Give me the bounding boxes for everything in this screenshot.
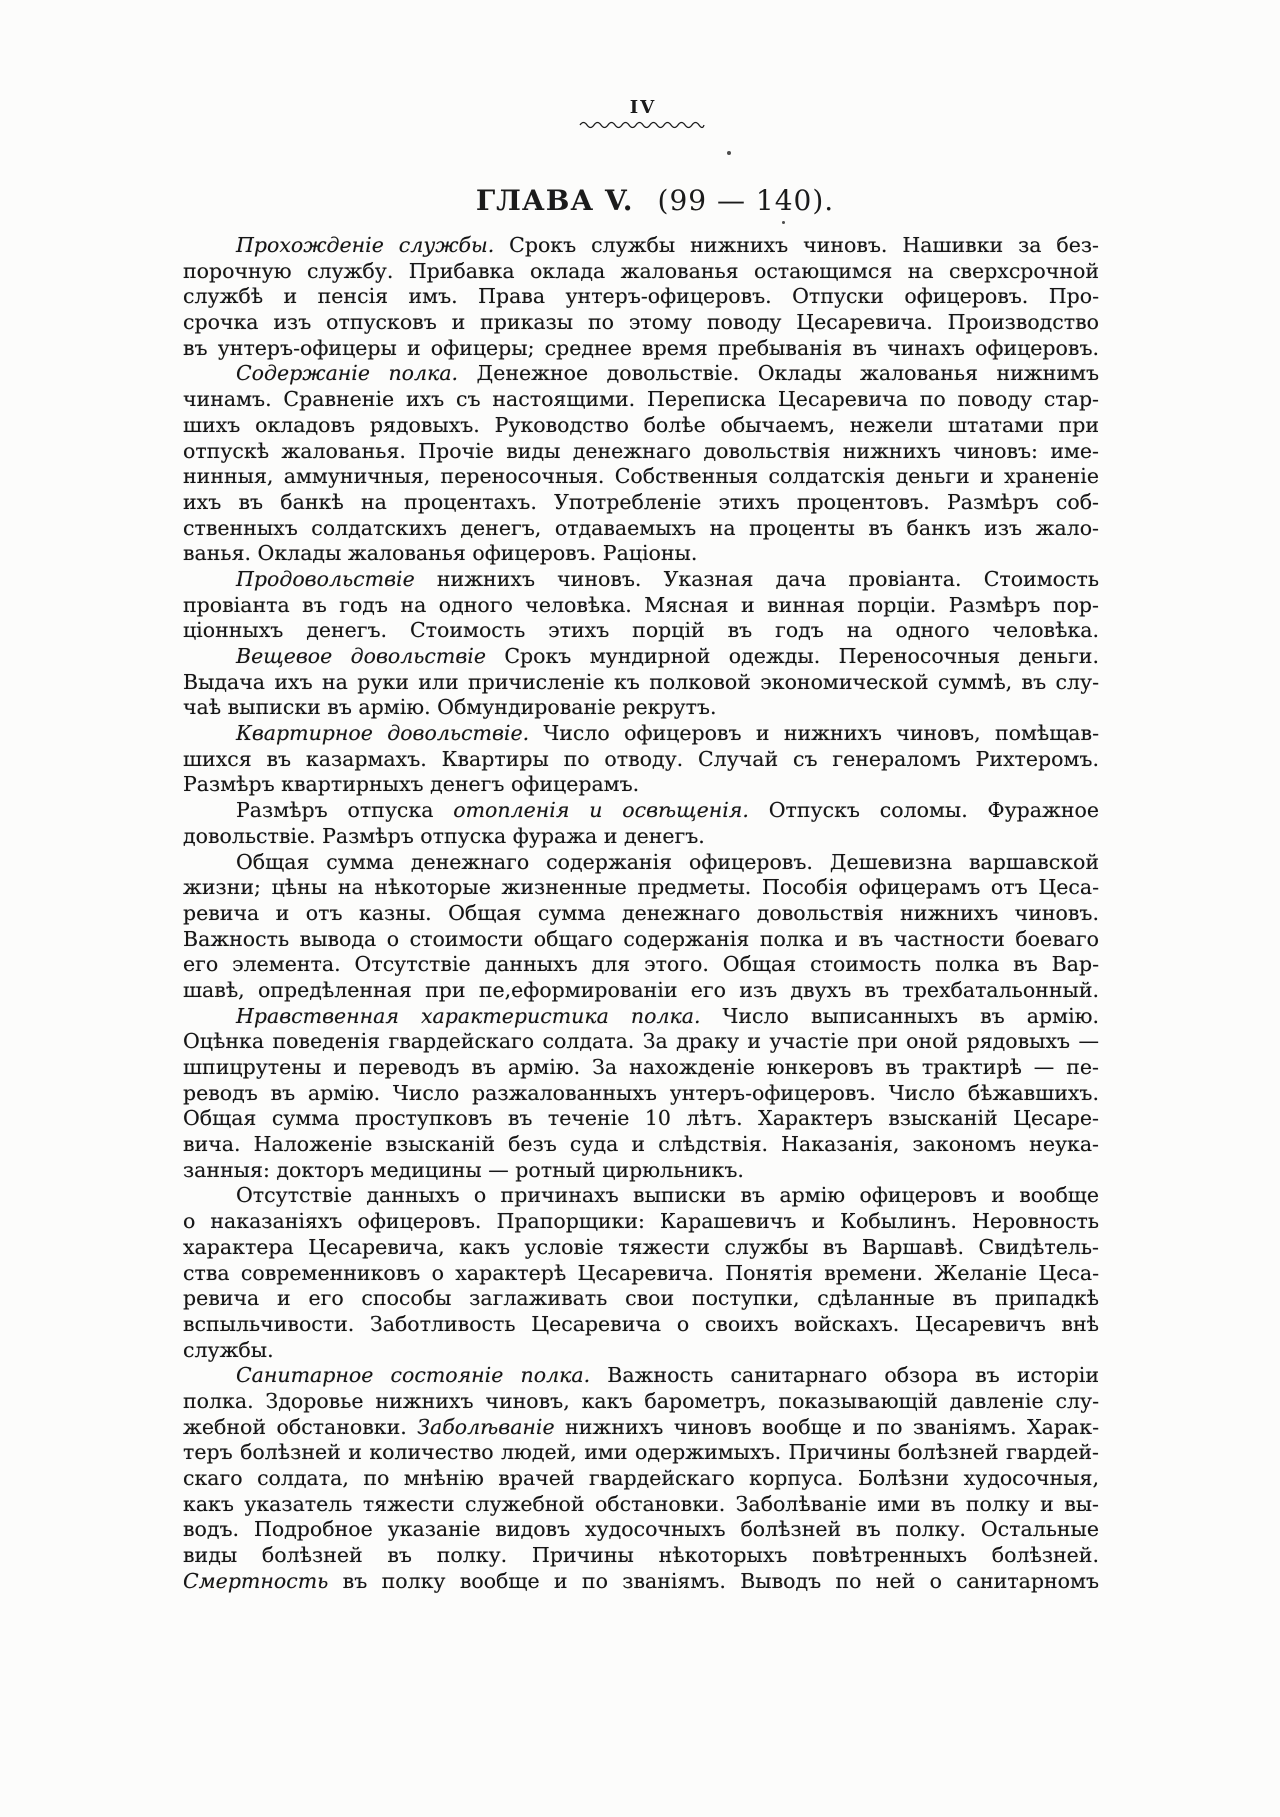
text-segment: Число офицеровъ и нижнихъ чиновъ, помѣщав- (529, 721, 1099, 746)
text-segment: Общая сумма денежнаго содержанія офицеровъ. Дешевизна варшавской (236, 849, 1099, 874)
text-segment: срочка изъ отпусковъ и приказы по этому поводу Цесаревича. Производство (183, 310, 1099, 335)
text-segment: ихъ въ банкѣ на процентахъ. Употребленіе этихъ процентовъ. Размѣръ соб- (183, 489, 1099, 514)
text-segment: чаѣ выписки въ армію. Обмундированіе рекрутъ. (183, 695, 717, 720)
text-segment: вспыльчивости. Заботливость Цесаревича о своихъ войскахъ. Цесаревичъ внѣ (183, 1311, 1099, 1336)
text-line (183, 1004, 1099, 1030)
text-line (183, 772, 1099, 798)
text-line (183, 618, 1099, 644)
text-segment: Размѣръ отпуска (236, 798, 454, 823)
text-segment: Оцѣнка поведенія гвардейскаго солдата. За драку и участіе при оной рядовыхъ — (183, 1029, 1099, 1054)
text-line (183, 284, 1099, 310)
text-segment: шихся въ казармахъ. Квартиры по отводу. Случай съ генераломъ Рихтеромъ. (183, 746, 1099, 771)
text-line (183, 1158, 1099, 1184)
paragraph (183, 798, 1099, 849)
text-line (183, 721, 1099, 747)
text-segment: ственныхъ солдатскихъ денегъ, отдаваемыхъ на проценты въ банкъ изъ жало- (183, 515, 1099, 540)
text-segment: Размѣръ квартирныхъ денегъ офицерамъ. (183, 772, 640, 797)
text-line (183, 1363, 1099, 1389)
paragraph (183, 233, 1099, 361)
text-segment: виды болѣзней въ полку. Причины нѣкоторыхъ повѣтренныхъ болѣзней. (183, 1543, 1099, 1568)
italic-lead-phrase: Продовольствіе (236, 566, 415, 591)
text-line (183, 927, 1099, 953)
text-line (183, 901, 1099, 927)
text-line (183, 413, 1099, 439)
italic-lead-phrase: Заболѣваніе (417, 1414, 555, 1439)
text-line (183, 875, 1099, 901)
text-line (183, 541, 1099, 567)
text-line (183, 336, 1099, 362)
text-segment: Денежное довольствіе. Оклады жалованья нижнимъ (458, 361, 1099, 386)
text-segment: нижнихъ чиновъ вообще и по званіямъ. Харак- (554, 1414, 1099, 1439)
paragraph (183, 567, 1099, 644)
text-segment: реводъ въ армію. Число разжалованныхъ унтеръ-офицеровъ. Число бѣжавшихъ. (183, 1080, 1099, 1105)
text-segment: какъ указатель тяжести служебной обстановки. Заболѣваніе ими въ полку и вы- (183, 1491, 1099, 1516)
text-line (183, 978, 1099, 1004)
text-line (183, 1466, 1099, 1492)
text-line (183, 233, 1099, 259)
text-segment: Важность санитарнаго обзора въ исторіи (590, 1363, 1099, 1388)
text-line (183, 695, 1099, 721)
text-segment: нижнихъ чиновъ. Указная дача провіанта. Стоимость (414, 566, 1099, 591)
text-segment: жебной обстановки. (183, 1414, 418, 1439)
text-segment: Отпускъ соломы. Фуражное (748, 798, 1099, 823)
text-segment: чинамъ. Сравненіе ихъ съ настоящими. Переписка Цесаревича по поводу стар- (183, 387, 1099, 412)
chapter-summary-text (183, 233, 1099, 1594)
text-segment: въ унтеръ-офицеры и офицеры; среднее время пребыванія въ чинахъ офицеровъ. (183, 335, 1099, 360)
text-segment: скаго солдата, по мнѣнію врачей гвардейскаго корпуса. Болѣзни худосочныя, (183, 1466, 1099, 1490)
text-line (183, 439, 1099, 465)
text-line (183, 1286, 1099, 1312)
text-segment: характера Цесаревича, какъ условіе тяжести службы въ Варшавѣ. Свидѣтель- (183, 1234, 1099, 1259)
paragraph (183, 644, 1099, 721)
text-line (183, 1440, 1099, 1466)
text-segment: шавѣ, опредѣленная при пе,еформированіи его изъ двухъ въ трехбатальонный. (183, 977, 1099, 1002)
text-line (183, 1517, 1099, 1543)
text-line (183, 490, 1099, 516)
text-line (183, 387, 1099, 413)
text-line (183, 850, 1099, 876)
text-line (183, 670, 1099, 696)
text-line (183, 464, 1099, 490)
text-line (183, 1235, 1099, 1261)
text-segment: ванья. Оклады жалованья офицеровъ. Раціоны. (183, 541, 698, 566)
text-segment: шпицрутены и переводъ въ армію. За нахожденіе юнкеровъ въ трактирѣ — пе- (183, 1055, 1099, 1079)
paragraph (183, 1004, 1099, 1184)
text-segment: порочную службу. Прибавка оклада жалованья остающимся на сверхсрочной (183, 258, 1099, 283)
chapter-title: ГЛАВА V. (475, 184, 634, 217)
text-line (183, 1415, 1099, 1441)
text-line (183, 1132, 1099, 1158)
text-line (183, 1492, 1099, 1518)
text-segment: жизни; цѣны на нѣкоторые жизненные предметы. Пособія офицерамъ отъ Цеса- (183, 875, 1099, 900)
italic-lead-phrase: Смертность (183, 1568, 329, 1593)
text-segment: ревича и отъ казны. Общая сумма денежнаго довольствія нижнихъ чиновъ. (183, 900, 1099, 925)
text-line (183, 824, 1099, 850)
paragraph (183, 361, 1099, 567)
ink-speck (782, 221, 785, 224)
text-segment: о наказаніяхъ офицеровъ. Прапорщики: Карашевичъ и Кобылинъ. Неровность (183, 1209, 1099, 1234)
text-segment: ціонныхъ денегъ. Стоимость этихъ порцій въ годъ на одного человѣка. (183, 618, 1099, 643)
chapter-heading (197, 184, 1113, 217)
text-line (183, 952, 1099, 978)
text-line (183, 361, 1099, 387)
text-segment: провіанта въ годъ на одного человѣка. Мясная и винная порціи. Размѣръ пор- (183, 592, 1099, 617)
text-line (183, 1081, 1099, 1107)
text-line (183, 1183, 1099, 1209)
squiggle-rule (579, 119, 705, 129)
text-line (183, 1029, 1099, 1055)
page-number: IV (629, 97, 657, 118)
paragraph (183, 1363, 1099, 1594)
text-segment: ства современниковъ о характерѣ Цесаревича. Понятія времени. Желаніе Цеса- (183, 1260, 1099, 1285)
text-segment: довольствіе. Размѣръ отпуска фуража и денегъ. (183, 823, 705, 848)
text-segment: Срокъ мундирной одежды. Переносочныя деньги. (485, 644, 1099, 668)
text-line (183, 516, 1099, 542)
text-line (183, 567, 1099, 593)
text-segment: нинныя, аммуничныя, переносочныя. Собственныя солдатскія деньги и храненіе (183, 464, 1099, 489)
text-line (183, 1389, 1099, 1415)
text-segment: его элемента. Отсутствіе данныхъ для этого. Общая стоимость полка въ Вар- (183, 952, 1099, 977)
text-line (183, 1055, 1099, 1081)
italic-lead-phrase: Вещевое довольствіе (236, 644, 486, 668)
text-segment: Важность вывода о стоимости общаго содержанія полка и въ частности боеваго (183, 926, 1099, 951)
ink-speck (727, 151, 731, 155)
text-segment: занныя: докторъ медицины — ротный цирюльникъ. (183, 1157, 744, 1182)
text-segment: въ полку вообще и по званіямъ. Выводъ по ней о санитарномъ (328, 1568, 1099, 1593)
text-line (183, 1543, 1099, 1569)
text-segment: Выдача ихъ на руки или причисленіе къ полковой экономической суммѣ, въ слу- (183, 669, 1099, 694)
text-segment: Отсутствіе данныхъ о причинахъ выписки въ армію офицеровъ и вообще (236, 1183, 1099, 1208)
text-segment: теръ болѣзней и количество людей, ими одержимыхъ. Причины болѣзней гвардей- (183, 1440, 1099, 1465)
italic-lead-phrase: отопленія и освѣщенія. (453, 798, 749, 823)
text-segment: службѣ и пенсія имъ. Права унтеръ-офицеровъ. Отпуски офицеровъ. Про- (183, 284, 1099, 309)
paragraph (183, 850, 1099, 1004)
text-segment: Срокъ службы нижнихъ чиновъ. Нашивки за без- (494, 233, 1099, 257)
text-line (183, 1106, 1099, 1132)
italic-lead-phrase: Прохожденіе службы. (236, 233, 495, 257)
text-segment: ревича и его способы заглаживать свои поступки, сдѣланные въ припадкѣ (183, 1286, 1099, 1311)
text-segment: вича. Наложеніе взысканій безъ суда и слѣдствія. Наказанія, закономъ неука- (183, 1132, 1099, 1157)
italic-lead-phrase: Нравственная характеристика полка. (236, 1003, 701, 1028)
text-line (183, 644, 1099, 670)
text-line (183, 747, 1099, 773)
text-line (183, 1338, 1099, 1364)
italic-lead-phrase: Санитарное состояніе полка. (236, 1363, 591, 1388)
text-line (183, 310, 1099, 336)
text-line (183, 1209, 1099, 1235)
text-segment: полка. Здоровье нижнихъ чиновъ, какъ барометръ, показывающій давленіе слу- (183, 1388, 1099, 1413)
text-segment: водъ. Подробное указаніе видовъ худосочныхъ болѣзней въ полку. Остальные (183, 1517, 1099, 1542)
paragraph (183, 721, 1099, 798)
text-line (183, 593, 1099, 619)
text-segment: Общая сумма проступковъ въ теченіе 10 лѣтъ. Характеръ взысканій Цесаре- (183, 1106, 1099, 1131)
paragraph (183, 1183, 1099, 1363)
text-segment: шихъ окладовъ рядовыхъ. Руководство болѣе обычаемъ, нежели штатами при (183, 412, 1099, 437)
text-segment: Число выписанныхъ въ армію. (700, 1003, 1099, 1028)
italic-lead-phrase: Квартирное довольствіе. (236, 721, 530, 746)
text-segment: службы. (183, 1337, 274, 1362)
text-line (183, 798, 1099, 824)
text-line (183, 1261, 1099, 1287)
italic-lead-phrase: Содержаніе полка. (236, 361, 459, 386)
text-line (183, 259, 1099, 285)
text-line (183, 1312, 1099, 1338)
text-line (183, 1569, 1099, 1595)
text-segment: отпускѣ жалованья. Прочіе виды денежнаго довольствія нижнихъ чиновъ: име- (183, 438, 1099, 463)
chapter-page-range: (99 — 140). (657, 184, 835, 217)
